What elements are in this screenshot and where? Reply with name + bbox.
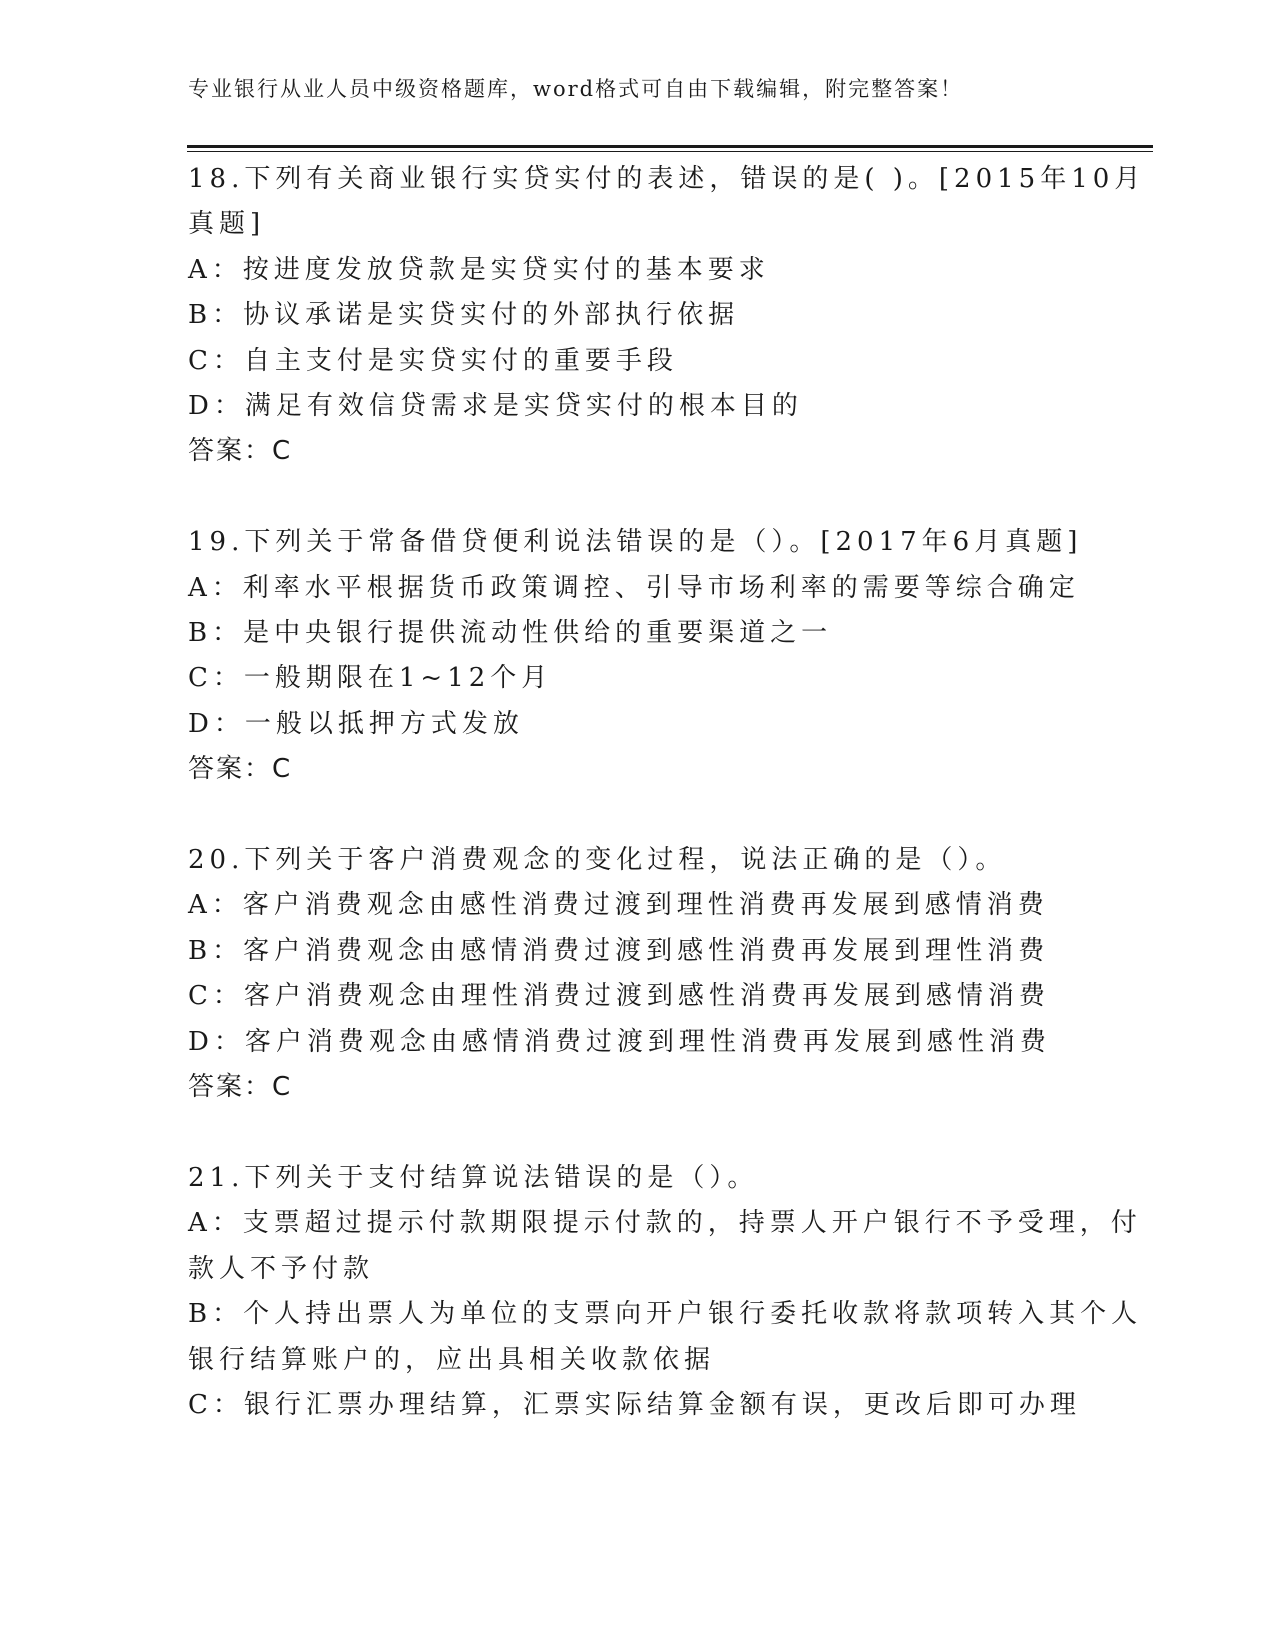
question-option: A：客户消费观念由感性消费过渡到理性消费再发展到感情消费 xyxy=(188,890,1049,921)
question-block xyxy=(188,157,1146,475)
question-option: C：客户消费观念由理性消费过渡到感性消费再发展到感情消费 xyxy=(188,981,1050,1012)
question-option: C：银行汇票办理结算，汇票实际结算金额有误，更改后即可办理 xyxy=(188,1389,1081,1420)
question-block xyxy=(188,520,1088,792)
question-option: 银行结算账户的，应出具相关收款依据 xyxy=(188,1344,716,1375)
question-block xyxy=(188,838,1088,1110)
question-option: D：一般以抵押方式发放 xyxy=(188,708,524,739)
question-option: B：客户消费观念由感情消费过渡到感性消费再发展到理性消费 xyxy=(188,935,1050,966)
answer-line: 答案：C xyxy=(188,754,293,785)
question-block xyxy=(188,1156,1143,1428)
question-option: B：是中央银行提供流动性供给的重要渠道之一 xyxy=(188,618,833,649)
header-rule-thick xyxy=(187,145,1153,148)
question-option: C：一般期限在1~12个月 xyxy=(188,663,553,694)
question-stem: 20.下列关于客户消费观念的变化过程，说法正确的是（）。 xyxy=(188,845,1007,876)
question-spacer xyxy=(188,793,1088,838)
question-option: C：自主支付是实贷实付的重要手段 xyxy=(188,345,678,376)
question-list xyxy=(188,157,1146,1428)
answer-line: 答案：C xyxy=(188,1072,293,1103)
question-option: D：客户消费观念由感情消费过渡到理性消费再发展到感性消费 xyxy=(188,1026,1051,1057)
question-stem: 19.下列关于常备借贷便利说法错误的是（）。[2017年6月真题] xyxy=(188,527,1083,558)
question-option: B：协议承诺是实贷实付的外部执行依据 xyxy=(188,300,740,331)
page-header: 专业银行从业人员中级资格题库，word格式可自由下载编辑，附完整答案！ xyxy=(188,77,964,101)
answer-line: 答案：C xyxy=(188,436,293,467)
question-spacer xyxy=(188,475,1088,520)
question-stem: 18.下列有关商业银行实贷实付的表述，错误的是( )。[2015年10月 xyxy=(188,164,1146,194)
question-stem: 真题] xyxy=(188,209,266,240)
question-option: 款人不予付款 xyxy=(188,1253,375,1284)
question-option: A：支票超过提示付款期限提示付款的，持票人开户银行不予受理，付 xyxy=(188,1208,1142,1239)
question-spacer xyxy=(188,1111,1088,1156)
question-stem: 21.下列关于支付结算说法错误的是（）。 xyxy=(188,1162,759,1193)
question-option: A：按进度发放贷款是实贷实付的基本要求 xyxy=(188,254,770,285)
question-option: A：利率水平根据货币政策调控、引导市场利率的需要等综合确定 xyxy=(188,572,1080,603)
question-option: D：满足有效信贷需求是实贷实付的根本目的 xyxy=(188,391,803,422)
question-option: B：个人持出票人为单位的支票向开户银行委托收款将款项转入其个人 xyxy=(188,1299,1143,1330)
header-rule-thin xyxy=(187,151,1153,152)
